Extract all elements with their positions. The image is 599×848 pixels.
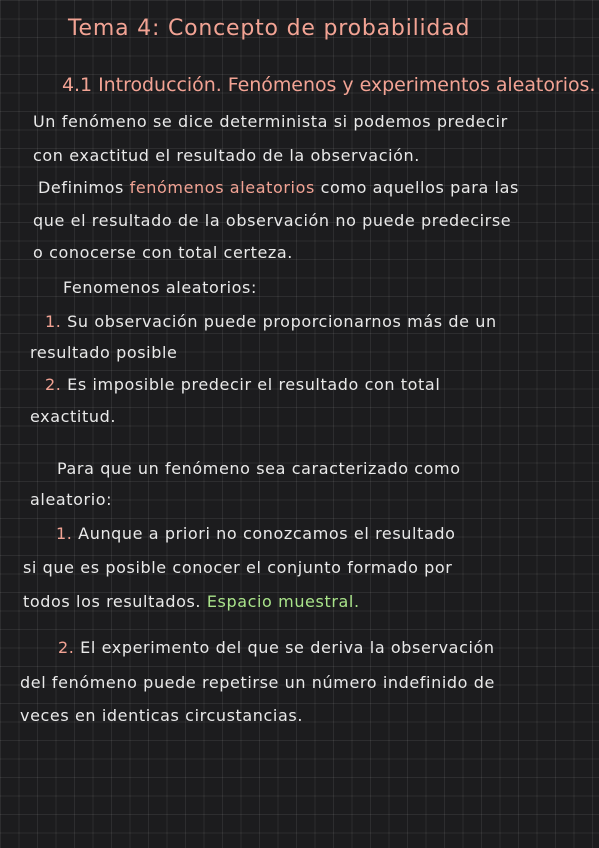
condition-number: 2.: [58, 638, 75, 657]
list-item: 1. Su observación puede proporcionarnos más de un: [45, 312, 497, 331]
highlight-term: Espacio muestral.: [206, 592, 360, 611]
list-heading: Fenomenos aleatorios:: [63, 278, 257, 297]
paragraph-line: Para que un fenómeno sea caracterizado como: [57, 459, 461, 478]
page-title: [68, 16, 470, 41]
highlight-term: fenómenos aleatorios: [129, 178, 315, 197]
condition-line: si que es posible conocer el conjunto formado por: [23, 558, 453, 577]
condition-line: veces en identicas circustancias.: [20, 706, 304, 725]
paragraph-line: aleatorio:: [30, 490, 113, 509]
paragraph-line: Un fenómeno se dice determinista si podemos predecir: [33, 112, 508, 131]
title-tema: Tema 4: [68, 16, 152, 41]
condition-item: 1. Aunque a priori no conozcamos el resultado: [56, 524, 456, 543]
condition-item: 2. El experimento del que se deriva la observación: [58, 638, 495, 657]
condition-number: 1.: [56, 524, 73, 543]
paragraph-line: Definimos fenómenos aleatorios como aquellos para las: [38, 178, 519, 197]
list-item-continued: resultado posible: [30, 343, 178, 362]
condition-line: del fenómeno puede repetirse un número indefinido de: [20, 673, 495, 692]
paragraph-line: con exactitud el resultado de la observación.: [33, 146, 420, 165]
paragraph-line: que el resultado de la observación no puede predecirse: [33, 211, 512, 230]
paragraph-line: o conocerse con total certeza.: [33, 243, 293, 262]
list-number: 2.: [45, 375, 62, 394]
list-item: 2. Es imposible predecir el resultado con total: [45, 375, 441, 394]
list-item-continued: exactitud.: [30, 407, 117, 426]
title-text: : Concepto de probabilidad: [151, 16, 471, 41]
list-number: 1.: [45, 312, 62, 331]
condition-line: todos los resultados. Espacio muestral.: [23, 592, 360, 611]
section-heading: 4.1 Introducción. Fenómenos y experimentos aleatorios.: [62, 74, 596, 96]
